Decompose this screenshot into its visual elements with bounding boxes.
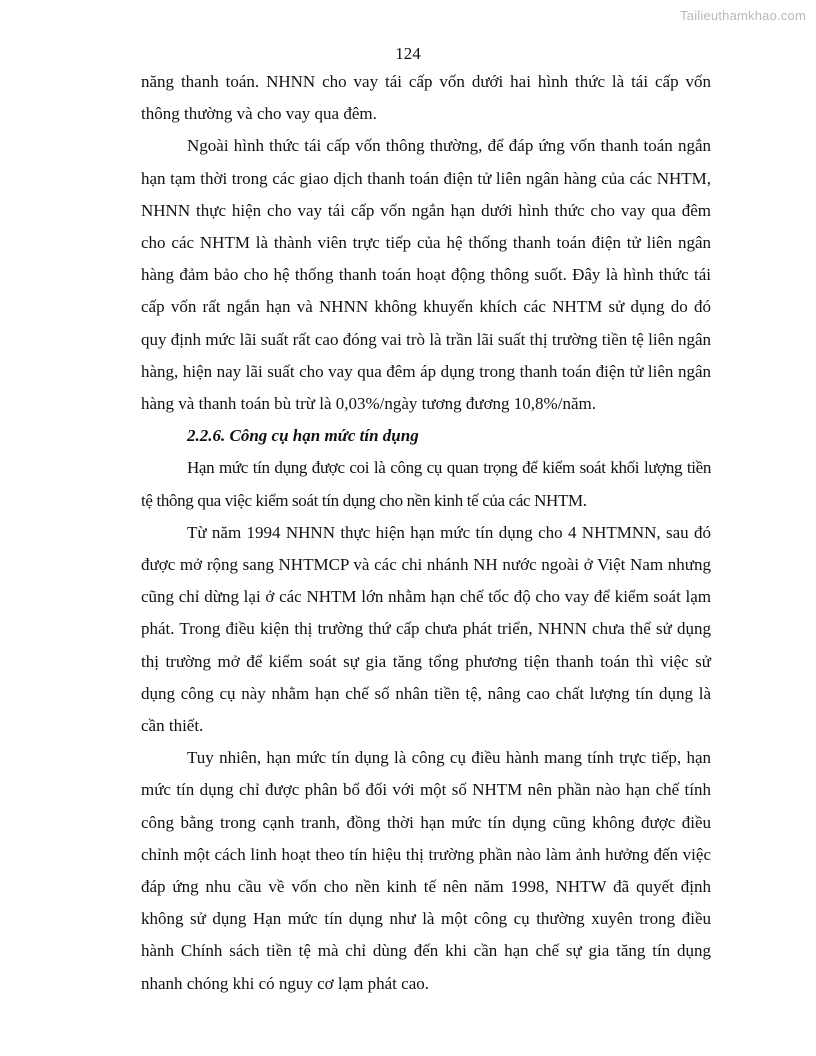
paragraph-continuation: năng thanh toán. NHNN cho vay tái cấp vốn dưới hai hình thức là tái cấp vốn thông thường và cho vay qua đêm. — [141, 72, 711, 124]
paragraph-credit-limit-drawbacks: Tuy nhiên, hạn mức tín dụng là công cụ điều hành mang tính trực tiếp, hạn mức tín dụng chỉ được phân bổ đối với một số NHTM nên phần nào hạn chế tính công bằng trong cạnh tranh, đồng thời hạn mức tín dụng cũng không được điều chỉnh một cách linh hoạt theo tín hiệu thị trường phần nào làm ảnh hưởng đến việc đáp ứng nhu cầu về vốn cho nền kinh tế nên năm 1998, NHTW đã quyết định không sử dụng Hạn mức tín dụng như là một công cụ thường xuyên trong điều hành Chính sách tiền tệ mà chỉ dùng đến khi cần hạn chế sự gia tăng tín dụng nhanh chóng khi có nguy cơ lạm phát cao. — [141, 748, 711, 993]
page-number: 124 — [395, 44, 421, 63]
section-heading: 2.2.6. Công cụ hạn mức tín dụng — [187, 426, 419, 446]
watermark: Tailieuthamkhao.com — [680, 8, 806, 23]
paragraph-overnight-lending: Ngoài hình thức tái cấp vốn thông thường, để đáp ứng vốn thanh toán ngắn hạn tạm thời trong các giao dịch thanh toán điện tử liên ngân hàng của các NHTM, NHNN thực hiện cho vay tái cấp vốn ngắn hạn dưới hình thức cho vay qua đêm cho các NHTM là thành viên trực tiếp của hệ thống thanh toán điện tử liên ngân hàng đảm bảo cho hệ thống thanh toán hoạt động thông suốt. Đây là hình thức tái cấp vốn rất ngắn hạn và NHNN không khuyến khích các NHTM sử dụng do đó quy định mức lãi suất rất cao đóng vai trò là trần lãi suất thị trường tiền tệ liên ngân hàng, hiện nay lãi suất cho vay qua đêm áp dụng trong thanh toán điện tử liên ngân hàng và thanh toán bù trừ là 0,03%/ngày tương đương 10,8%/năm. — [141, 136, 711, 414]
paragraph-credit-limit-history: Từ năm 1994 NHNN thực hiện hạn mức tín dụng cho 4 NHTMNN, sau đó được mở rộng sang NHTMCP và các chi nhánh NH nước ngoài ở Việt Nam nhưng cũng chỉ dừng lại ở các NHTM lớn nhằm hạn chế tốc độ cho vay để kiểm soát lạm phát. Trong điều kiện thị trường thứ cấp chưa phát triển, NHNN chưa thể sử dụng thị trường mở để kiểm soát sự gia tăng tổng phương tiện thanh toán thì việc sử dụng công cụ này nhằm hạn chế số nhân tiền tệ, nâng cao chất lượng tín dụng là cần thiết. — [141, 522, 711, 736]
document-body — [141, 66, 711, 1000]
paragraph-credit-limit-definition: Hạn mức tín dụng được coi là công cụ quan trọng để kiểm soát khối lượng tiền tệ thông qua việc kiểm soát tín dụng cho nền kinh tế của các NHTM. — [141, 458, 711, 510]
